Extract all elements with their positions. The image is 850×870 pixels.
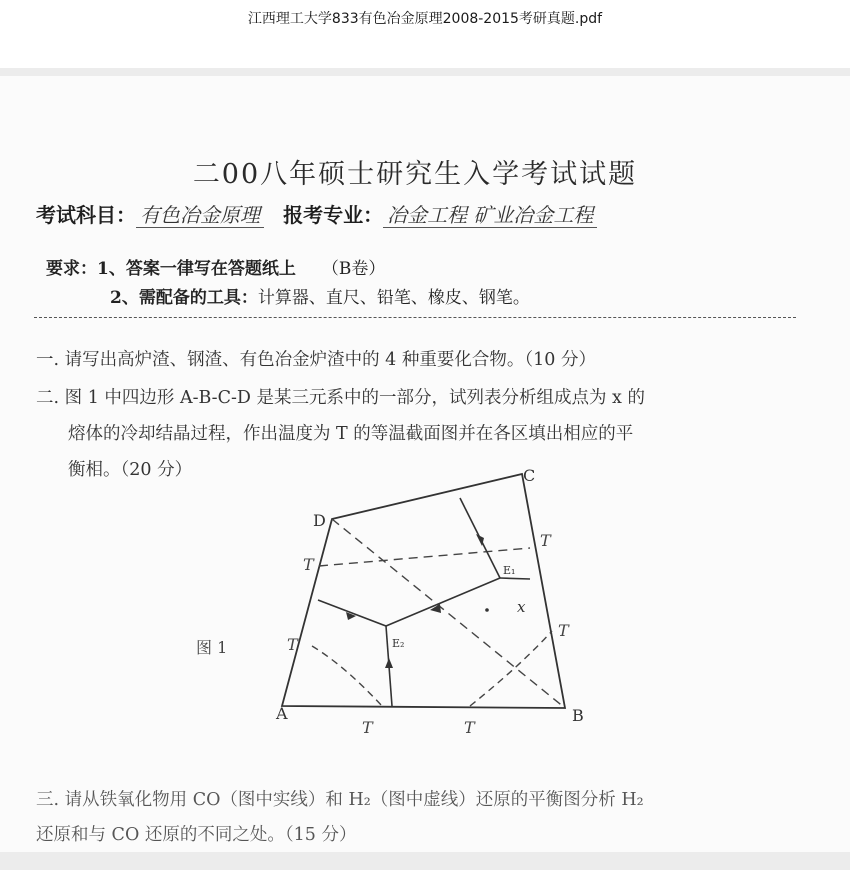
arrow-bottom-e2 bbox=[385, 658, 393, 668]
question-3-line-1: 三. 请从铁氧化物用 CO（图中实线）和 H₂（图中虚线）还原的平衡图分析 H₂ bbox=[36, 790, 644, 810]
question-2-line-2: 熔体的冷却结晶过程，作出温度为 T 的等温截面图并在各区填出相应的平 bbox=[68, 424, 634, 444]
isotherm-upper bbox=[319, 548, 530, 566]
requirement-2-label: 2、需配备的工具： bbox=[110, 288, 258, 308]
question-2-line-1: 二. 图 1 中四边形 A-B-C-D 是某三元系中的一部分，试列表分析组成点为 x 的 bbox=[36, 388, 645, 408]
ternary-diagram bbox=[0, 76, 850, 852]
question-3-line-2: 还原和与 CO 还原的不同之处。（15 分） bbox=[36, 825, 357, 845]
page-gap-bottom bbox=[0, 852, 850, 870]
exam-volume: （B卷） bbox=[321, 259, 386, 279]
figure-caption: 图 1 bbox=[196, 638, 228, 657]
page-content bbox=[0, 76, 850, 852]
question-2-line-3: 衡相。（20 分） bbox=[68, 460, 193, 480]
page-gap-top bbox=[0, 68, 850, 76]
temp-label-t: T bbox=[540, 531, 551, 550]
exam-title: 二00八年硕士研究生入学考试试题 bbox=[192, 159, 638, 190]
boundary-left-e2 bbox=[318, 600, 386, 626]
vertex-label-c: C bbox=[523, 466, 536, 485]
requirement-2-tools: 计算器、直尺、铅笔、橡皮、钢笔。 bbox=[257, 288, 530, 308]
temp-label-t: T bbox=[303, 555, 314, 574]
isotherm-lower-left bbox=[312, 646, 382, 706]
temp-label-t: T bbox=[362, 718, 373, 737]
point-label-x: x bbox=[517, 598, 526, 616]
major-label: 报考专业： bbox=[283, 203, 384, 227]
composition-point-x bbox=[485, 608, 489, 612]
vertex-label-a: A bbox=[276, 704, 288, 723]
vertex-label-d: D bbox=[313, 511, 326, 530]
boundary-e1-e2 bbox=[386, 578, 500, 626]
question-1: 一. 请写出高炉渣、钢渣、有色冶金炉渣中的 4 种重要化合物。（10 分） bbox=[36, 350, 596, 370]
document-filename: 江西理工大学833有色冶金原理2008-2015考研真题.pdf bbox=[247, 11, 603, 27]
eutectic-label-e2: E₂ bbox=[392, 637, 405, 650]
temp-label-t: T bbox=[287, 635, 298, 654]
temp-label-t: T bbox=[558, 621, 569, 640]
requirement-1-text: 要求：1、答案一律写在答题纸上 bbox=[46, 259, 296, 279]
major-value: 冶金工程 矿业冶金工程 bbox=[383, 203, 597, 228]
diagonal-db bbox=[332, 519, 565, 708]
subject-value: 有色冶金原理 bbox=[136, 203, 264, 228]
temp-label-t: T bbox=[464, 718, 475, 737]
isotherm-lower-right bbox=[470, 631, 552, 706]
eutectic-label-e1: E₁ bbox=[503, 564, 516, 577]
boundary-e1-right bbox=[500, 578, 530, 579]
subject-label: 考试科目： bbox=[36, 203, 136, 227]
vertex-label-b: B bbox=[572, 706, 584, 725]
